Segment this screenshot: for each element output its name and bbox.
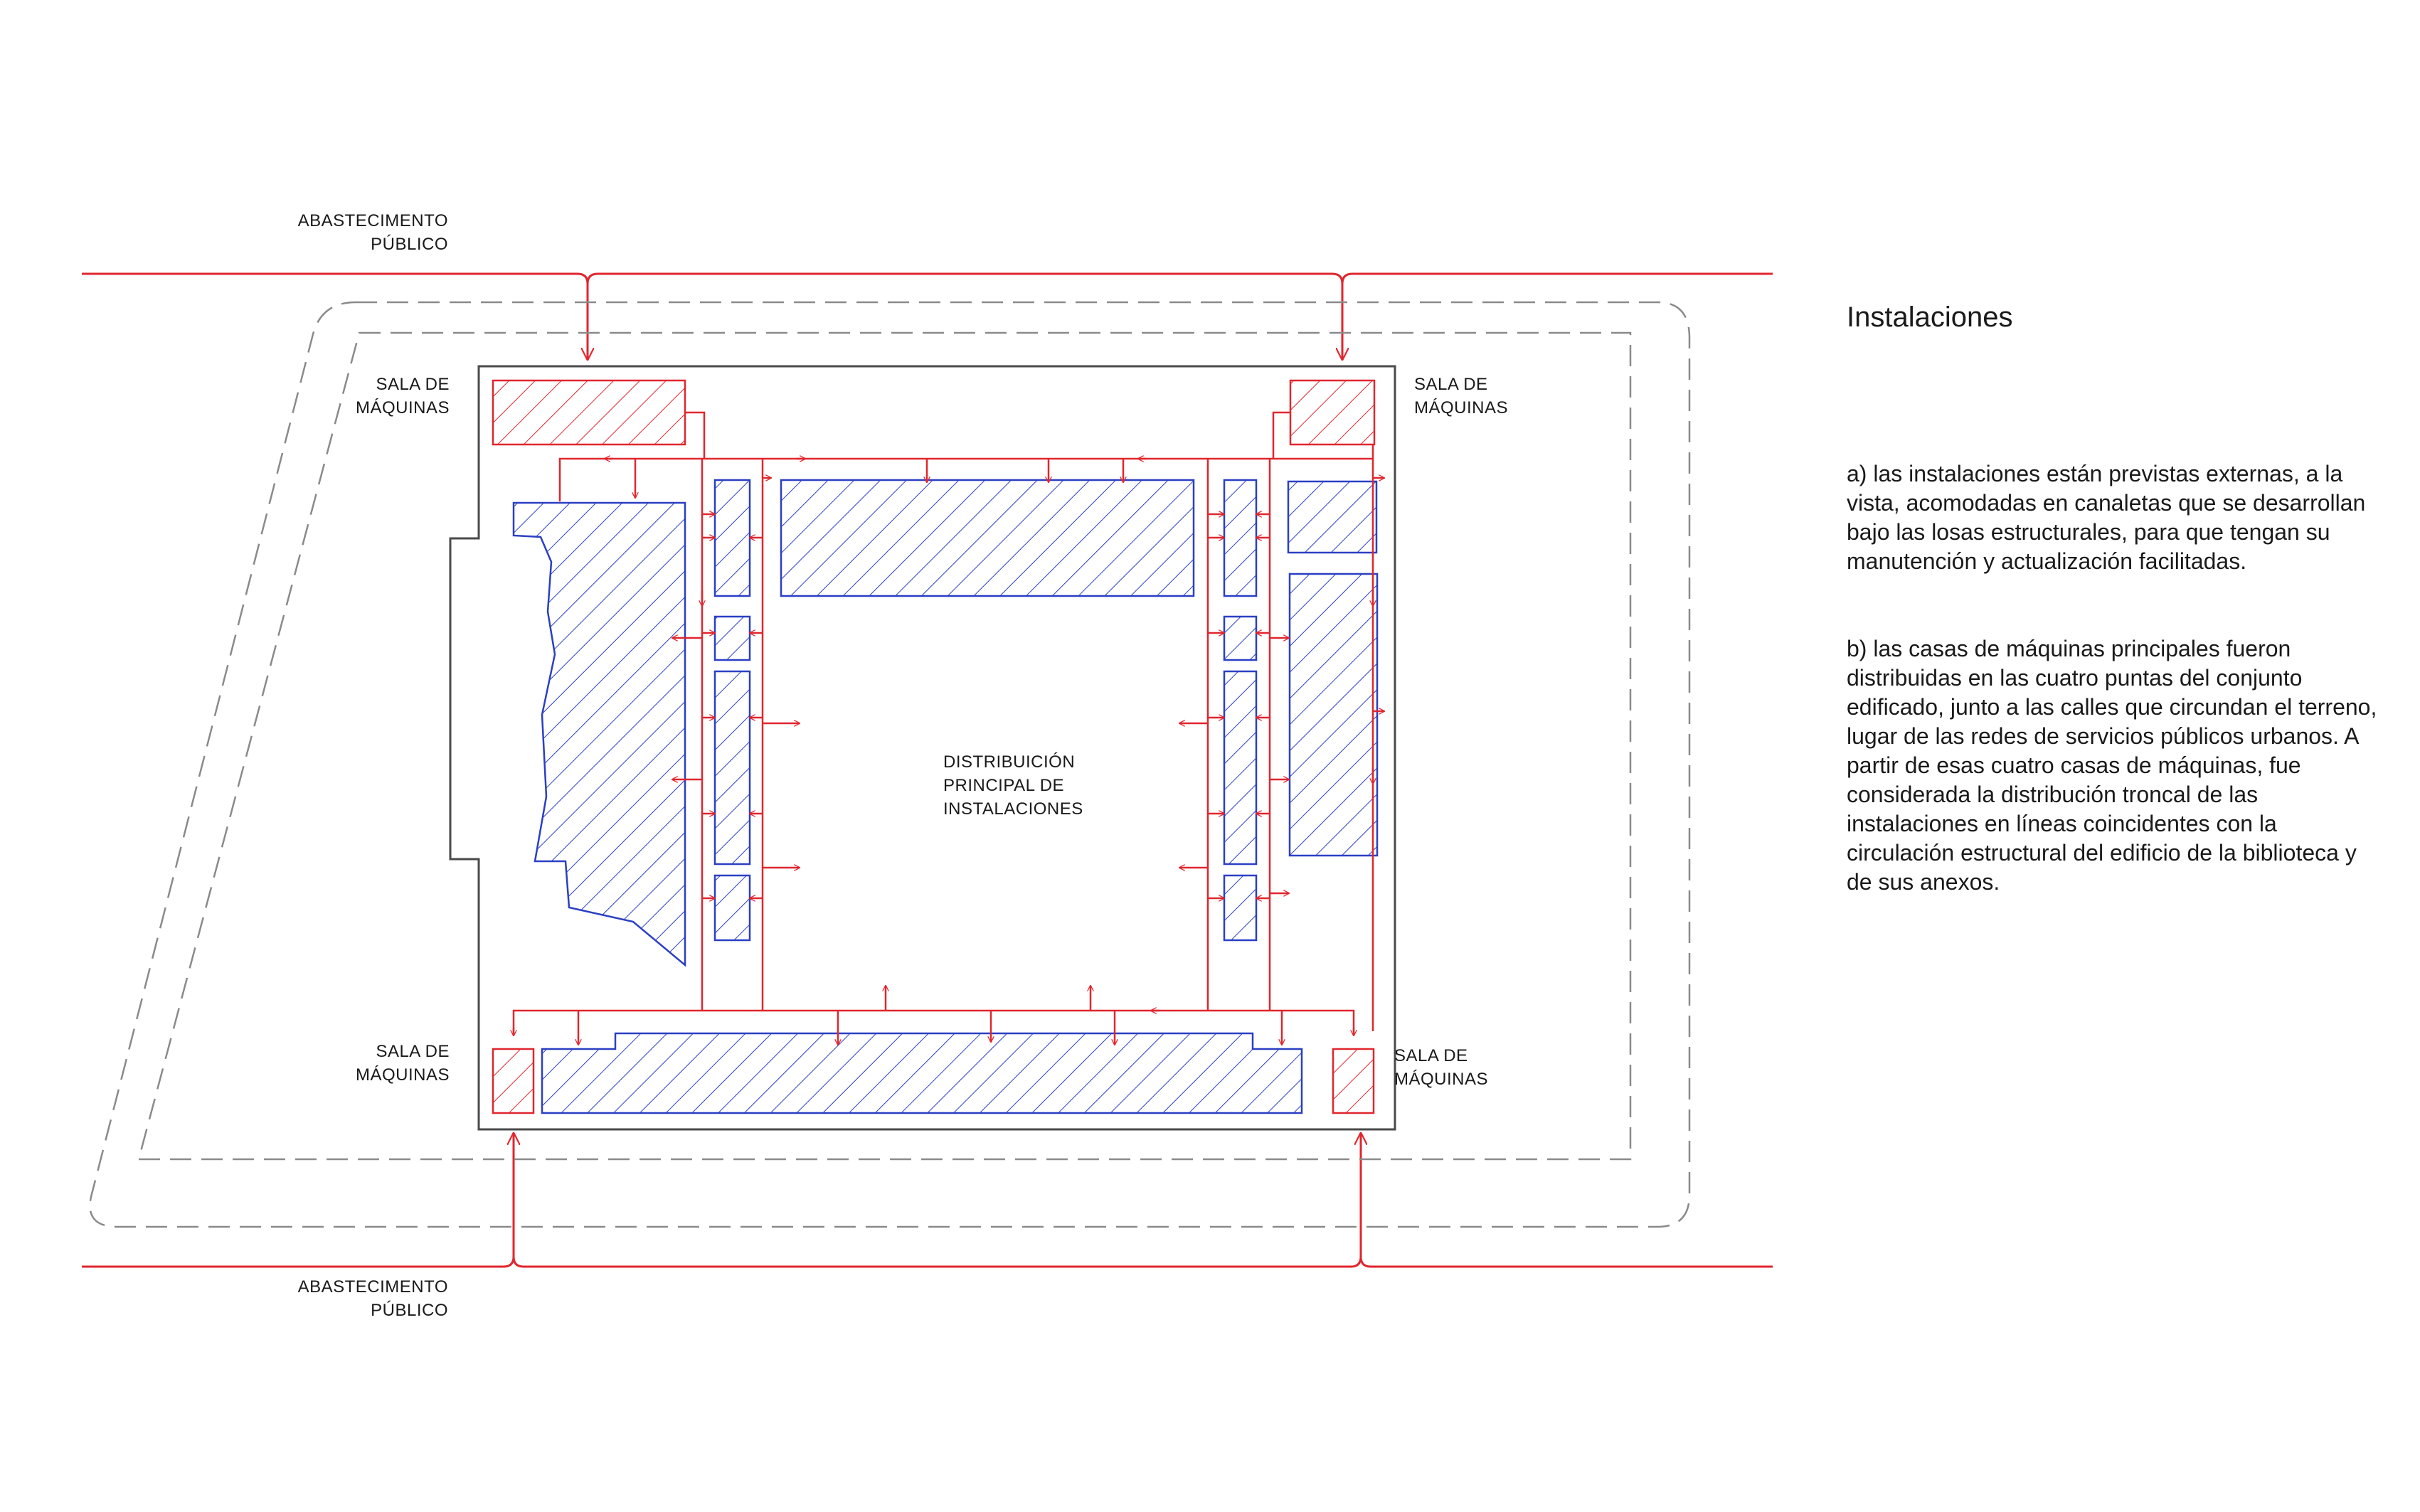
center-label: DISTRIBUICIÓN PRINCIPAL DE INSTALACIONES [943,752,1083,819]
machine-room-se-block [1333,1049,1374,1113]
paragraph-b: b) las casas de máquinas principales fueron distribuidas en las cuatro puntas del conjunto edificado, junto a las calles que circundan el terreno, lugar de las redes de servicios públicos urbanos. A partir de esas cuatro casas de máquinas, fue considerada la distribución troncal de las instalaciones en líneas coincidentes con la circulación estructural del edificio de la biblioteca y de sus anexos. [1847,636,2377,895]
sidebar-title: Instalaciones [1847,302,2013,333]
machine-room-sw-block [493,1049,534,1113]
machine-room-label-sw: SALA DE MÁQUINAS [355,1042,450,1085]
machine-room-label-se: SALA DE MÁQUINAS [1394,1046,1489,1089]
machine-room-nw-block [493,380,685,444]
north-block [781,480,1194,596]
east-block-small [1288,481,1376,553]
supply-label-bottom: ABASTECIMENTO PÚBLICO [297,1277,448,1320]
machine-room-label-nw: SALA DE MÁQUINAS [355,375,450,417]
paragraph-a: a) las instalaciones están previstas externas, a la vista, acomodadas en canaletas que se desarrollan bajo las losas estructurales, para que tengan su manutención y actualización facilitadas. [1847,461,2366,574]
west-block [514,503,685,965]
machine-room-label-ne: SALA DE MÁQUINAS [1414,375,1509,417]
south-block [542,1033,1302,1113]
east-block [1290,574,1377,856]
machine-room-ne-block [1290,380,1374,444]
supply-label-top: ABASTECIMENTO PÚBLICO [297,211,448,254]
